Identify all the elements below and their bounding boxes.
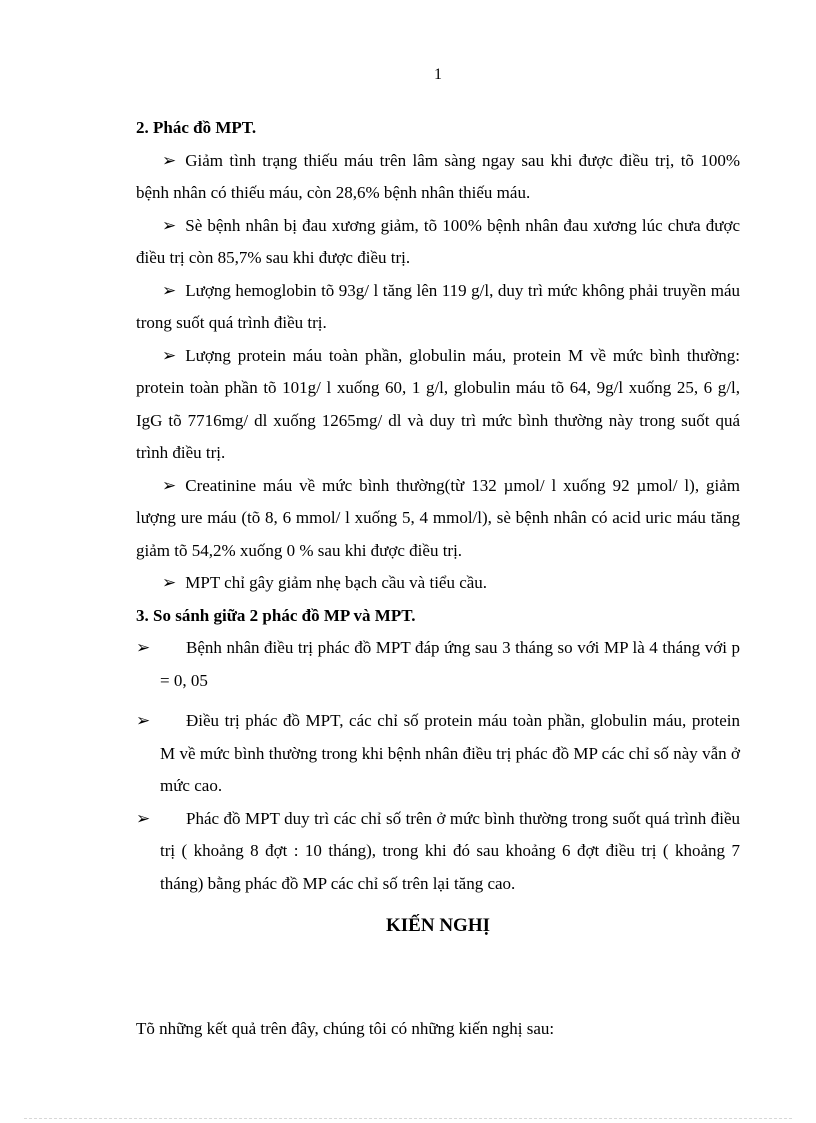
arrow-bullet-icon: ➢ — [136, 808, 151, 828]
comparison-item — [136, 803, 740, 901]
arrow-bullet-icon: ➢ — [162, 280, 177, 300]
arrow-bullet-icon: ➢ — [162, 215, 177, 235]
arrow-bullet-icon: ➢ — [136, 711, 151, 730]
item-text: Sè bệnh nhân bị đau xương giảm, tõ 100% bệnh nhân đau xương lúc chưa được điều trị còn 85,7% sau khi được điều trị. — [136, 215, 740, 267]
item-text: Creatinine máu về mức bình thường(từ 132 µmol/ l xuống 92 µmol/ l), giảm lượng ure máu (tõ 8, 6 mmol/ l xuống 5, 4 mmol/l), sè bệnh nhân có acid uric máu tăng giảm tõ 54,2% xuống 0 % sau khi được điều trị. — [136, 475, 740, 560]
arrow-bullet-icon: ➢ — [136, 638, 151, 657]
comparison-item — [136, 705, 740, 803]
page-bottom-divider — [24, 1118, 792, 1119]
item-text: MPT chỉ gây giảm nhẹ bạch cầu và tiểu cầu. — [185, 573, 488, 592]
item-text: Lượng hemoglobin tõ 93g/ l tăng lên 119 g/l, duy trì mức không phải truyền máu trong suốt quá trình điều trị. — [136, 280, 740, 332]
item-text: Lượng protein máu toàn phần, globulin máu, protein M về mức bình thường: protein toàn phần tõ 101g/ l xuống 60, 1 g/l, globulin máu tõ 64, 9g/l xuống 25, 6 g/l, IgG tõ 7716mg/ dl xuống 1265mg/ dl và duy trì mức bình thường này trong suốt quá trình điều trị. — [136, 345, 740, 462]
item-text: Giảm tình trạng thiếu máu trên lâm sàng ngay sau khi được điều trị, tõ 100% bệnh nhân có thiếu máu, còn 28,6% bệnh nhân thiếu máu. — [136, 150, 740, 202]
item-text: Phác đồ MPT duy trì các chỉ số trên ở mức bình thường trong suốt quá trình điều trị ( khoảng 8 đợt : 10 tháng), trong khi đó sau khoảng 6 đợt điều trị ( khoảng 7 tháng) bằng phác đồ MP các chỉ số trên lại tăng cao. — [160, 808, 740, 893]
list-item — [136, 470, 740, 568]
arrow-bullet-icon: ➢ — [162, 475, 177, 495]
arrow-bullet-icon: ➢ — [162, 345, 177, 365]
arrow-bullet-icon: ➢ — [162, 150, 177, 170]
item-text: Bệnh nhân điều trị phác đồ MPT đáp ứng sau 3 tháng so với MP là 4 tháng với p = 0, 05 — [160, 638, 740, 690]
list-item — [136, 567, 740, 600]
item-text: Điều trị phác đồ MPT, các chỉ số protein máu toàn phần, globulin máu, protein M về mức bình thường trong khi bệnh nhân điều trị phác đồ MP các chỉ số này vẫn ở mức cao. — [160, 711, 740, 795]
document-body — [136, 112, 740, 1045]
recommendations-title: KIẾN NGHỊ — [386, 915, 490, 936]
list-item — [136, 275, 740, 340]
page-number: 1 — [434, 66, 442, 83]
section-2-heading: 2. Phác đồ MPT. — [136, 118, 257, 137]
list-item — [136, 145, 740, 210]
recommendations-intro: Tõ những kết quả trên đây, chúng tôi có những kiến nghị sau: — [136, 1018, 555, 1038]
section-3-heading: 3. So sánh giữa 2 phác đồ MP và MPT. — [136, 605, 416, 625]
list-item — [136, 210, 740, 275]
arrow-bullet-icon: ➢ — [162, 573, 177, 592]
comparison-item — [136, 632, 740, 697]
list-item — [136, 340, 740, 470]
